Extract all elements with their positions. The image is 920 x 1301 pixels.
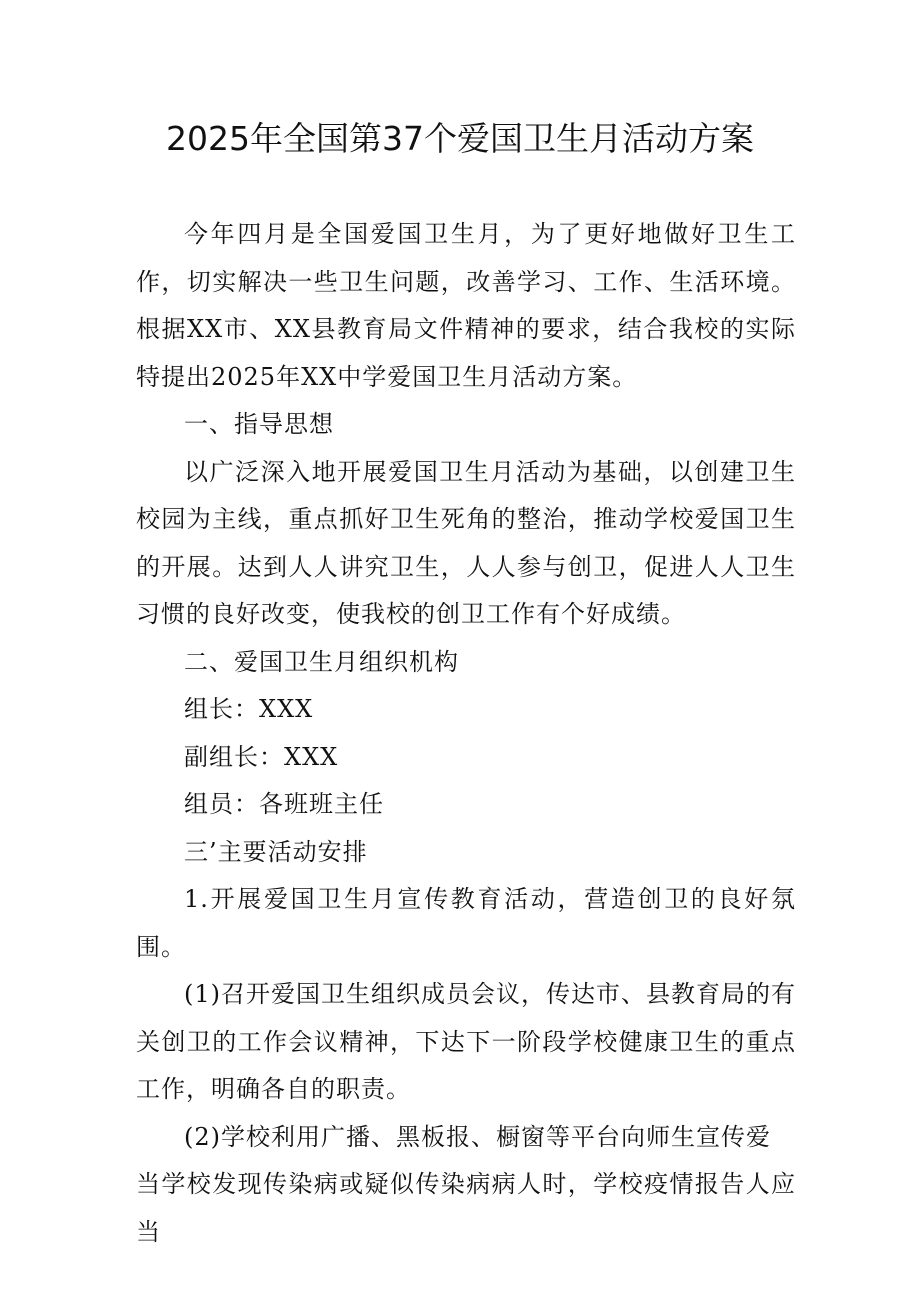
org-leader: 组长：XXX bbox=[184, 695, 314, 723]
paragraph-guiding-ideology: 以广泛深入地开展爱国卫生月活动为基础，以创建卫生校园为主线，重点抓好卫生死角的整治，推动学校爱国卫生的开展。达到人人讲究卫生，人人参与创卫，促进人人卫生习惯的良好改变，使我校的创卫工作有个好成绩。 bbox=[136, 457, 796, 628]
paragraph-epidemic-report: 当学校发现传染病或疑似传染病病人时，学校疫情报告人应当 bbox=[136, 1170, 796, 1246]
activity-subitem-2: (2)学校利用广播、黑板报、橱窗等平台向师生宣传爱 bbox=[184, 1122, 771, 1151]
heading-activities: 三’主要活动安排 bbox=[184, 837, 368, 866]
paragraph-intro: 今年四月是全国爱国卫生月，为了更好地做好卫生工作，切实解决一些卫生问题，改善学习、工作、生活环境。根据XX市、XX县教育局文件精神的要求，结合我校的实际特提出2025年XX中学爱国卫生月活动方案。 bbox=[136, 220, 796, 391]
heading-organization: 二、爱国卫生月组织机构 bbox=[184, 647, 459, 676]
document-body bbox=[136, 211, 796, 1256]
activity-item-1: 1.开展爱国卫生月宣传教育活动，营造创卫的良好氛围。 bbox=[136, 885, 796, 961]
org-deputy-leader: 副组长：XXX bbox=[184, 742, 339, 771]
document-title: 2025年全国第37个爱国卫生月活动方案 bbox=[166, 119, 754, 158]
activity-subitem-1: (1)召开爱国卫生组织成员会议，传达市、县教育局的有关创卫的工作会议精神，下达下一阶段学校健康卫生的重点工作，明确各自的职责。 bbox=[136, 980, 796, 1103]
heading-guiding-ideology: 一、指导思想 bbox=[184, 410, 334, 438]
org-members: 组员：各班班主任 bbox=[184, 790, 384, 818]
